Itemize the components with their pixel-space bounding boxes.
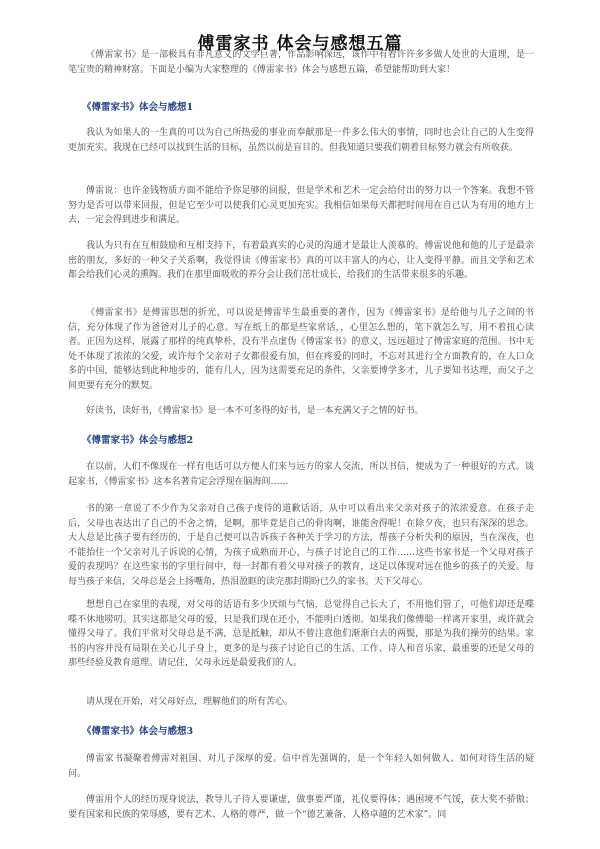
paragraph: 傅雷说：也许金钱物质方面不能给予你足够的回报，但是学术和艺术一定会给付出的努力以一个答案。我想不管努力是否可以带来回报，但是它至少可以使我们心灵更加充实。我相信如果每天都把时间用在自己认为有用的地方上去，一定会得到进步和满足。 (68, 186, 534, 226)
paragraph: 请从现在开始，对父母好点，理解他们的所有苦心。 (86, 697, 294, 707)
paragraph: 我认为只有在互相鼓励和互相支持下，有着最真实的心灵的沟通才是最让人羡慕的。傅雷说他和他的儿子是最亲密的朋友，多好的一种父子关系啊，我觉得读《傅雷家书》真的可以丰富人的内心，让人变得平静。而且文学和艺术都会给我们心灵的熏陶。我们在那里面吸收的养分会让我们茁壮成长，给我们的生活带来很多的乐趣。 (68, 241, 534, 281)
paragraph: 傅雷用个人的经历现身说法，教导儿子待人要谦虚，做事要严谨，礼仪要得体；遇困境不气馁，获大奖不骄傲；要有国家和民族的荣辱感，要有艺术、人格的尊严，做一个“德艺兼备、人格卓越的艺术家”。同 (68, 795, 534, 820)
section-heading-2: 《傅雷家书》体会与感想2 (82, 435, 194, 446)
section-heading-1: 《傅雷家书》体会与感想1 (82, 102, 194, 113)
section-heading-3: 《傅雷家书》体会与感想3 (82, 726, 194, 737)
intro-paragraph: 《傅雷家书》是一部极具有非凡意义的文学巨著，作品影响深远，该作中有着许许多多做人处世的大道理，是一笔宝贵的精神财富。下面是小编为大家整理的《傅雷家书》体会与感想五篇，希望能帮助到大家！ (68, 50, 534, 75)
paragraph: 好读书，读好书，《傅雷家书》是一本不可多得的好书，是一本充满父子之情的好书。 (86, 406, 424, 416)
paragraph: 想想自己在家里的表现，对父母的话语有多少厌烦与气恼，总觉得自己长大了，不用他们管了，可他们却还是喋喋不休地唠叨。其实这都是父母的爱，只是我们现在还小，不能明白透彻。如果我们像傅聪一样离开家里，或许就会懂得父母了。我们平常对父母总是不满，总是抵触，却从不曾注意他们渐渐白去的两鬓，那是为我们操劳的结果。家书的内容并没有局限在关心儿子身上，更多的是与孩子讨论自己的生活、工作、诗人和音乐家，最重要的还是父母的那些经验及教育道理。请记住，父母永远是最爱我们的人。 (68, 600, 534, 669)
paragraph: 傅雷家书凝聚着傅雷对祖国、对儿子深厚的爱。信中首先强调的，是一个年轻人如何做人、如何对待生活的疑问。 (68, 754, 534, 779)
paragraph: 《傅雷家书》是傅雷思想的折光，可以说是傅雷毕生最重要的著作，因为《傅雷家书》是给他与儿子之间的书信，充分体现了作为爸爸对儿子的心意。写在纸上的都是些家常话，，心里怎么想的，笔下就怎么写，用不着扭心读者。正因为这样，展露了那样的纯真挚朴，没有半点虚伪《傅雷家书》的意义，远远超过了傅雷家庭的范围。书中无处不体现了浓浓的父爱，或许每个父亲对子女都很爱有加，但在疼爱的同时，不忘对其进行全方面教育的，在人口众多的中国，能够达到此种地步的，能有几人，因为这需要充足的条件，父亲要博学多才，儿子要知书达理，而父子之间更要有充分的默契。 (68, 308, 534, 391)
paragraph: 在以前，人们不像现在一样有电话可以方便人们来与远方的家人交流，所以书信，便成为了一种很好的方式。谈起家书，《傅雷家书》这本名著肯定会浮现在脑海间…… (68, 462, 534, 487)
document-title: 傅雷家书 体会与感想五篇 (197, 34, 403, 55)
paragraph: 我认为如果人的一生真的可以为自己所热爱的事业而奉献那是一件多么伟大的事情，同时也会让自己的人生变得更加充实。我现在已经可以找到生活的目标，虽然以前是盲目的。但我知道只要我们朝着目标努力就会有所收获。 (68, 128, 534, 153)
paragraph: 书的第一章说了不少作为父亲对自己孩子虔待的道歉话语，从中可以看出来父亲对孩子的浓浓爱意。在孩子走后，父母也表达出了自己的不舍之情，是啊，那毕竟是自己的骨肉啊，谁能舍得呢！在除夕夜，也只有深深的思念。大人总是比孩子要有经历的，于是自己便可以告诉孩子各种关于学习的方法，帮孩子分析失利的原因，当在深夜，也不能抬住一个父亲对儿子诉说的心情，为孩子成熟而开心，与孩子讨论自己的工作……这些书家书是一个父母对孩子爱的表现吗？在这些家书的字里行间中，每一封都有着父母对孩子的教育，这足以体现对远在他乡的孩子的关爱。每每当孩子来信，父母总是会上扬嘴角，热泪盈眶的读完那封期盼已久的家书。天下父母心。 (68, 504, 534, 587)
